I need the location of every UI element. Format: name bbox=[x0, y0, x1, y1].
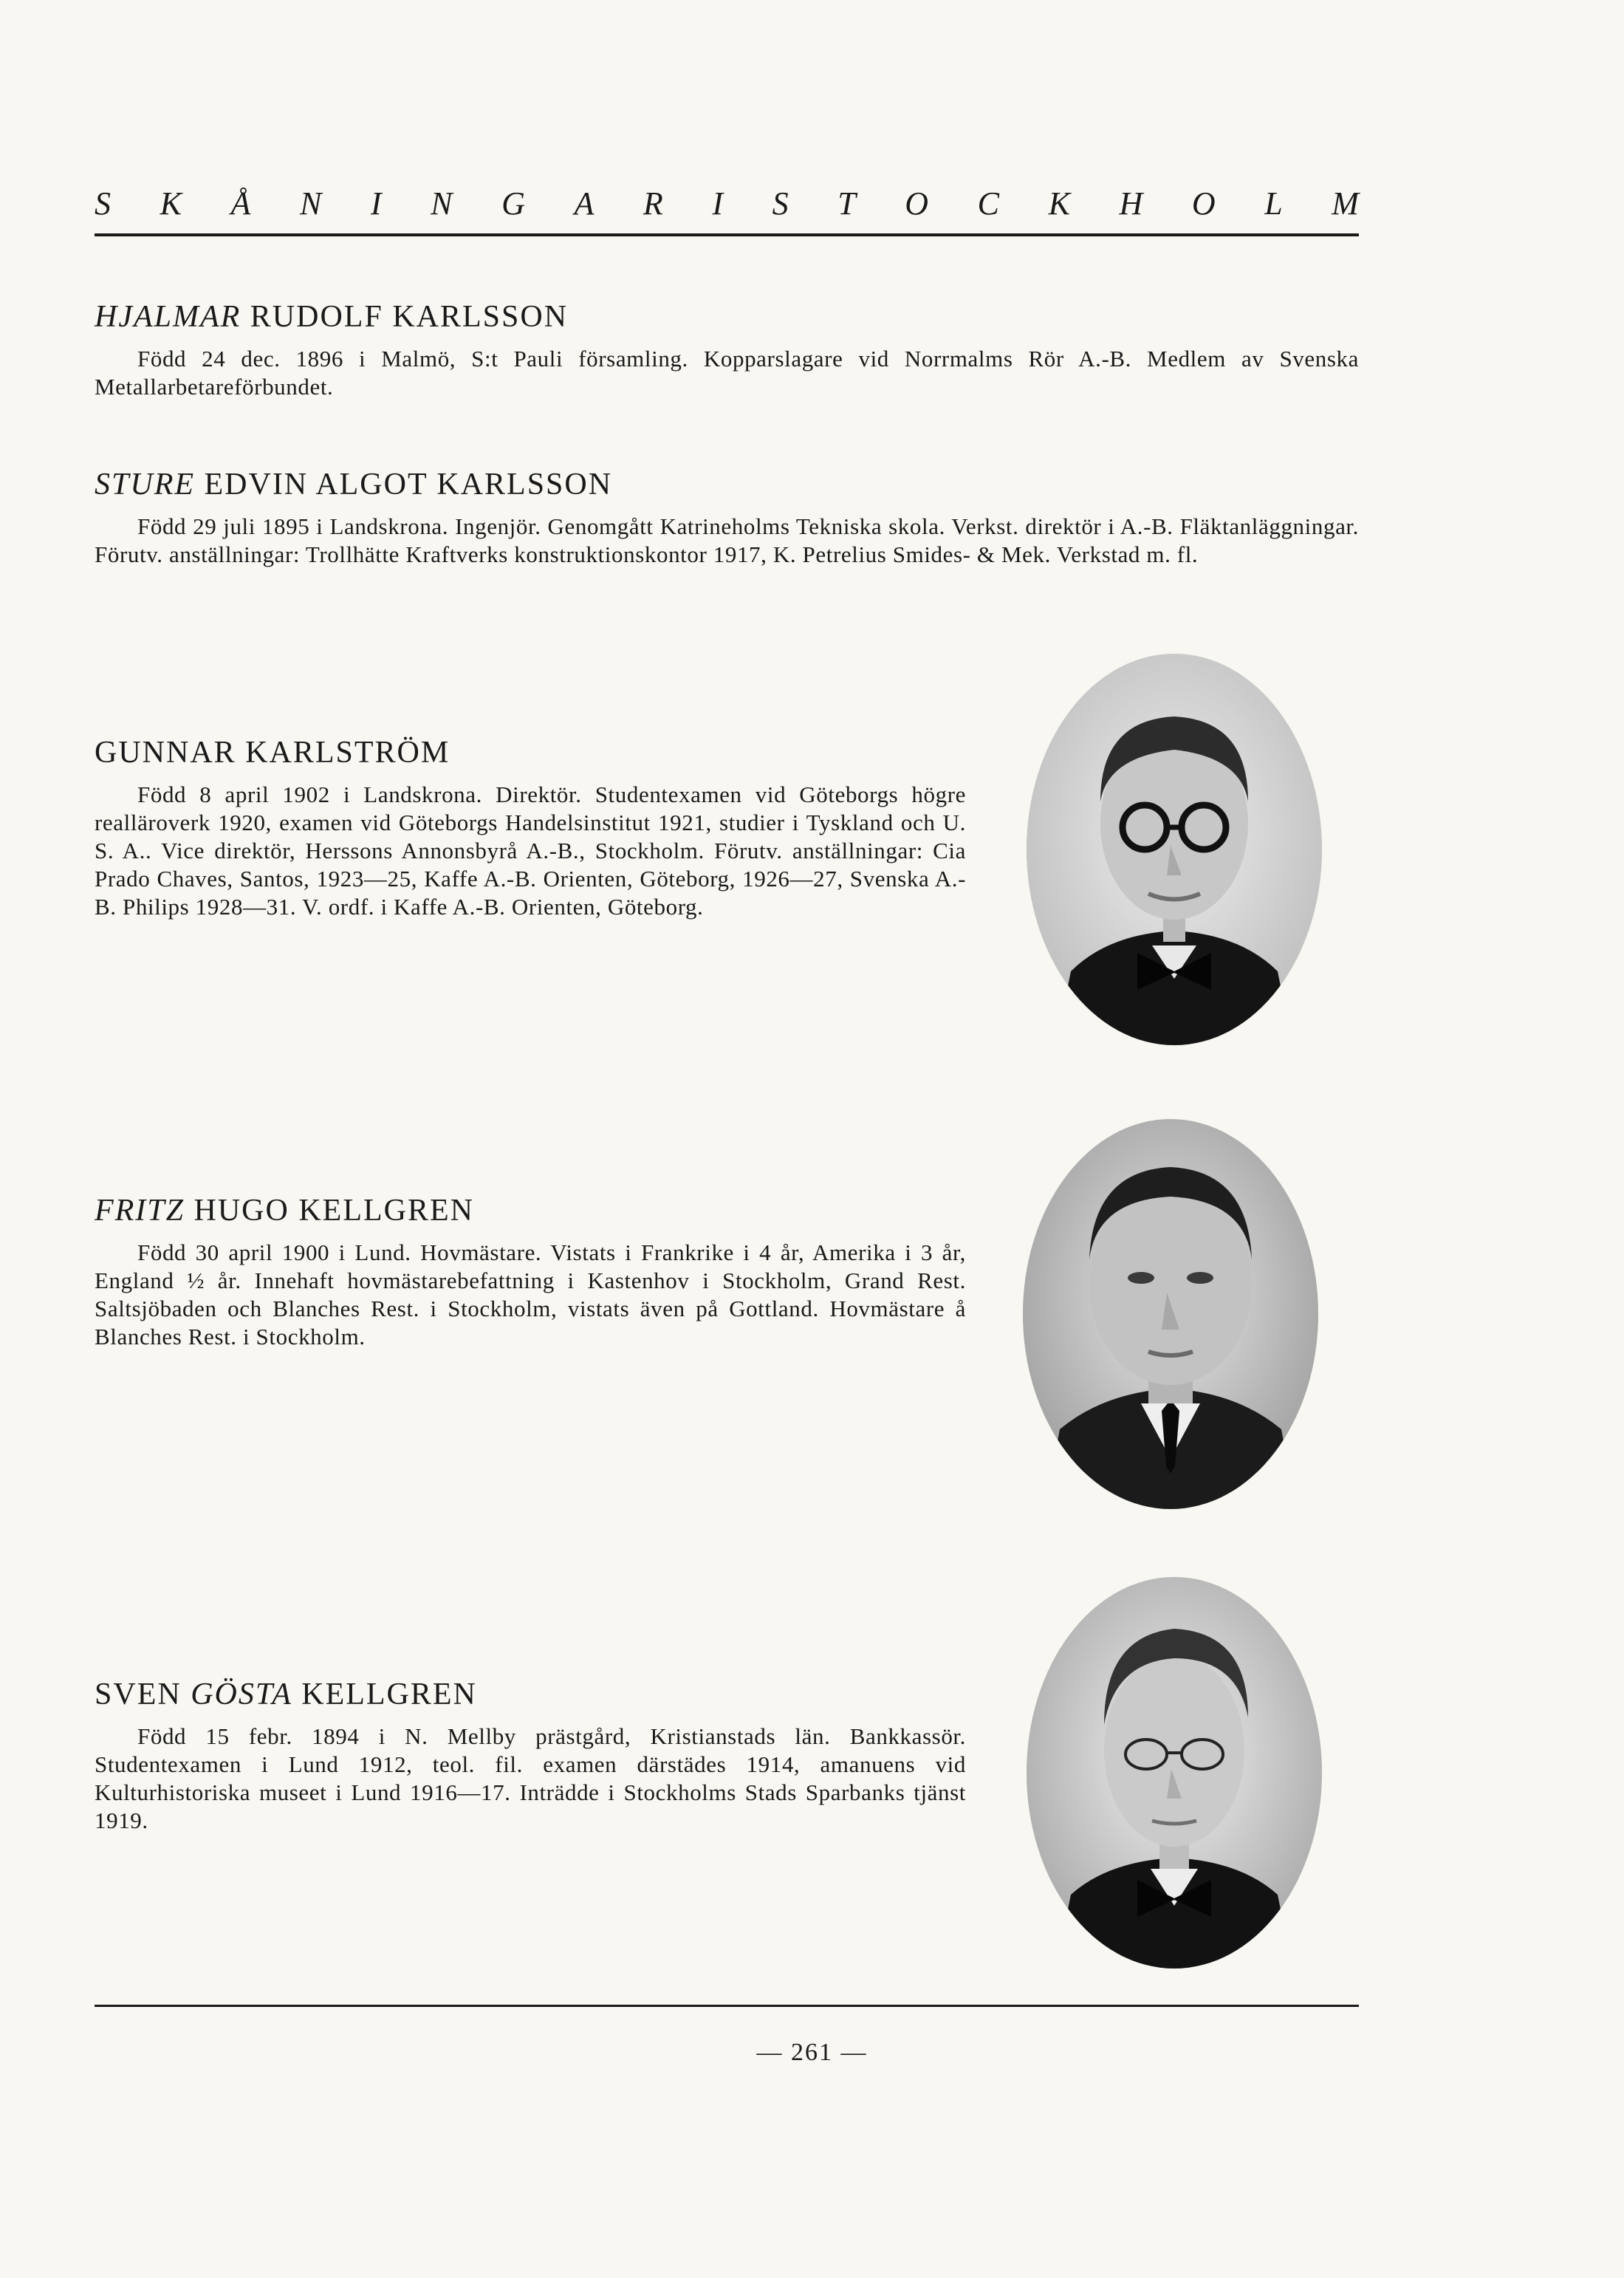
footer-rule bbox=[95, 2005, 1359, 2007]
running-head-letter: S bbox=[95, 185, 111, 222]
running-head-letter: T bbox=[837, 185, 856, 222]
running-head-letter: M bbox=[1332, 185, 1359, 222]
person-name bbox=[95, 735, 966, 770]
name-rest: KELLGREN bbox=[292, 1677, 477, 1711]
biography-text: Född 24 dec. 1896 i Malmö, S:t Pauli församling. Kopparslagare vid Norrmalms Rör A.-B. Medlem av Svenska Metallarbetareförbundet. bbox=[95, 346, 1359, 400]
name-italic: FRITZ bbox=[95, 1194, 185, 1228]
running-head-letter: H bbox=[1119, 185, 1143, 222]
running-head-letter: S bbox=[772, 185, 789, 222]
running-head-letter: O bbox=[905, 185, 929, 222]
running-head-letter: K bbox=[1048, 185, 1070, 222]
running-head-letter: A bbox=[574, 185, 595, 222]
name-rest: RUDOLF KARLSSON bbox=[241, 300, 569, 334]
portrait-photo bbox=[1027, 1577, 1322, 1969]
biography-text: Född 8 april 1902 i Landskrona. Direktör. Studentexamen vid Göteborgs högre realläroverk 1920, examen vid Göteborgs Handelsinstitut 1921, studier i Tyskland och U. S. A.. Vice direktör, Herssons Annonsbyrå A.-B., Stockholm. Förutv. anställningar: Cia Prado Chaves, Santos, 1923—25, Kaffe A.-B. Orienten, Göteborg, 1926—27, Svenska A.-B. Philips 1928—31. V. ordf. i Kaffe A.-B. Orienten, Göteborg. bbox=[95, 781, 966, 920]
name-plain: GUNNAR KARLSTRÖM bbox=[95, 736, 450, 770]
person-name bbox=[95, 1677, 966, 1712]
biography-text: Född 29 juli 1895 i Landskrona. Ingenjör. Genomgått Katrineholms Tekniska skola. Verkst. direktör i A.-B. Fläktanläggningar. Förutv. anställningar: Trollhätte Kraftverks konstruktionskontor 1917, K. Petrelius Smides- & Mek. Verkstad m. fl. bbox=[95, 513, 1359, 567]
running-head-letter: K bbox=[160, 185, 182, 222]
header-rule bbox=[95, 233, 1359, 236]
person-name bbox=[95, 1193, 966, 1228]
biography-entry bbox=[95, 1677, 966, 1835]
running-head-letter: I bbox=[712, 185, 724, 222]
biography-text: Född 30 april 1900 i Lund. Hovmästare. Vistats i Frankrike i 4 år, Amerika i 3 år, England ½ år. Innehaft hovmästarebefattning i Kastenhov i Stockholm, Grand Rest. Saltsjöbaden och Blanches Rest. i Stockholm, vistats även på Gottland. Hovmästare å Blanches Rest. i Stockholm. bbox=[95, 1239, 966, 1350]
portrait-photo bbox=[1027, 654, 1322, 1045]
running-head-letter: C bbox=[977, 185, 999, 222]
portrait-image bbox=[1027, 1577, 1322, 1969]
name-italic: GÖSTA bbox=[191, 1677, 292, 1711]
name-rest: EDVIN ALGOT KARLSSON bbox=[195, 468, 613, 502]
biography-entry bbox=[95, 299, 1359, 401]
portrait-image bbox=[1027, 654, 1322, 1045]
biography-entry bbox=[95, 467, 1359, 569]
running-head-letter: G bbox=[501, 185, 525, 222]
person-name bbox=[95, 299, 1359, 335]
page-number: — 261 — bbox=[756, 2039, 868, 2066]
person-name bbox=[95, 467, 1359, 502]
name-pre: SVEN bbox=[95, 1677, 191, 1711]
name-italic: STURE bbox=[95, 468, 195, 502]
name-italic: HJALMAR bbox=[95, 300, 241, 334]
running-head bbox=[95, 185, 1359, 222]
biography-entry bbox=[95, 735, 966, 921]
running-head-letter: N bbox=[431, 185, 453, 222]
portrait-image bbox=[1023, 1119, 1318, 1509]
name-rest: HUGO KELLGREN bbox=[185, 1194, 474, 1228]
running-head-letter: R bbox=[643, 185, 663, 222]
running-head-letter: Å bbox=[230, 185, 251, 222]
running-head-letter: L bbox=[1264, 185, 1283, 222]
running-head-letter: N bbox=[299, 185, 322, 222]
running-head-letter: O bbox=[1191, 185, 1216, 222]
running-head-letter: I bbox=[370, 185, 382, 222]
portrait-photo bbox=[1023, 1119, 1318, 1509]
biography-text: Född 15 febr. 1894 i N. Mellby prästgård, Kristianstads län. Bankkassör. Studentexamen i Lund 1912, teol. fil. examen därstädes 1914, amanuens vid Kulturhistoriska museet i Lund 1916—17. Inträdde i Stockholms Stads Sparbanks tjänst 1919. bbox=[95, 1723, 966, 1833]
biography-entry bbox=[95, 1193, 966, 1351]
